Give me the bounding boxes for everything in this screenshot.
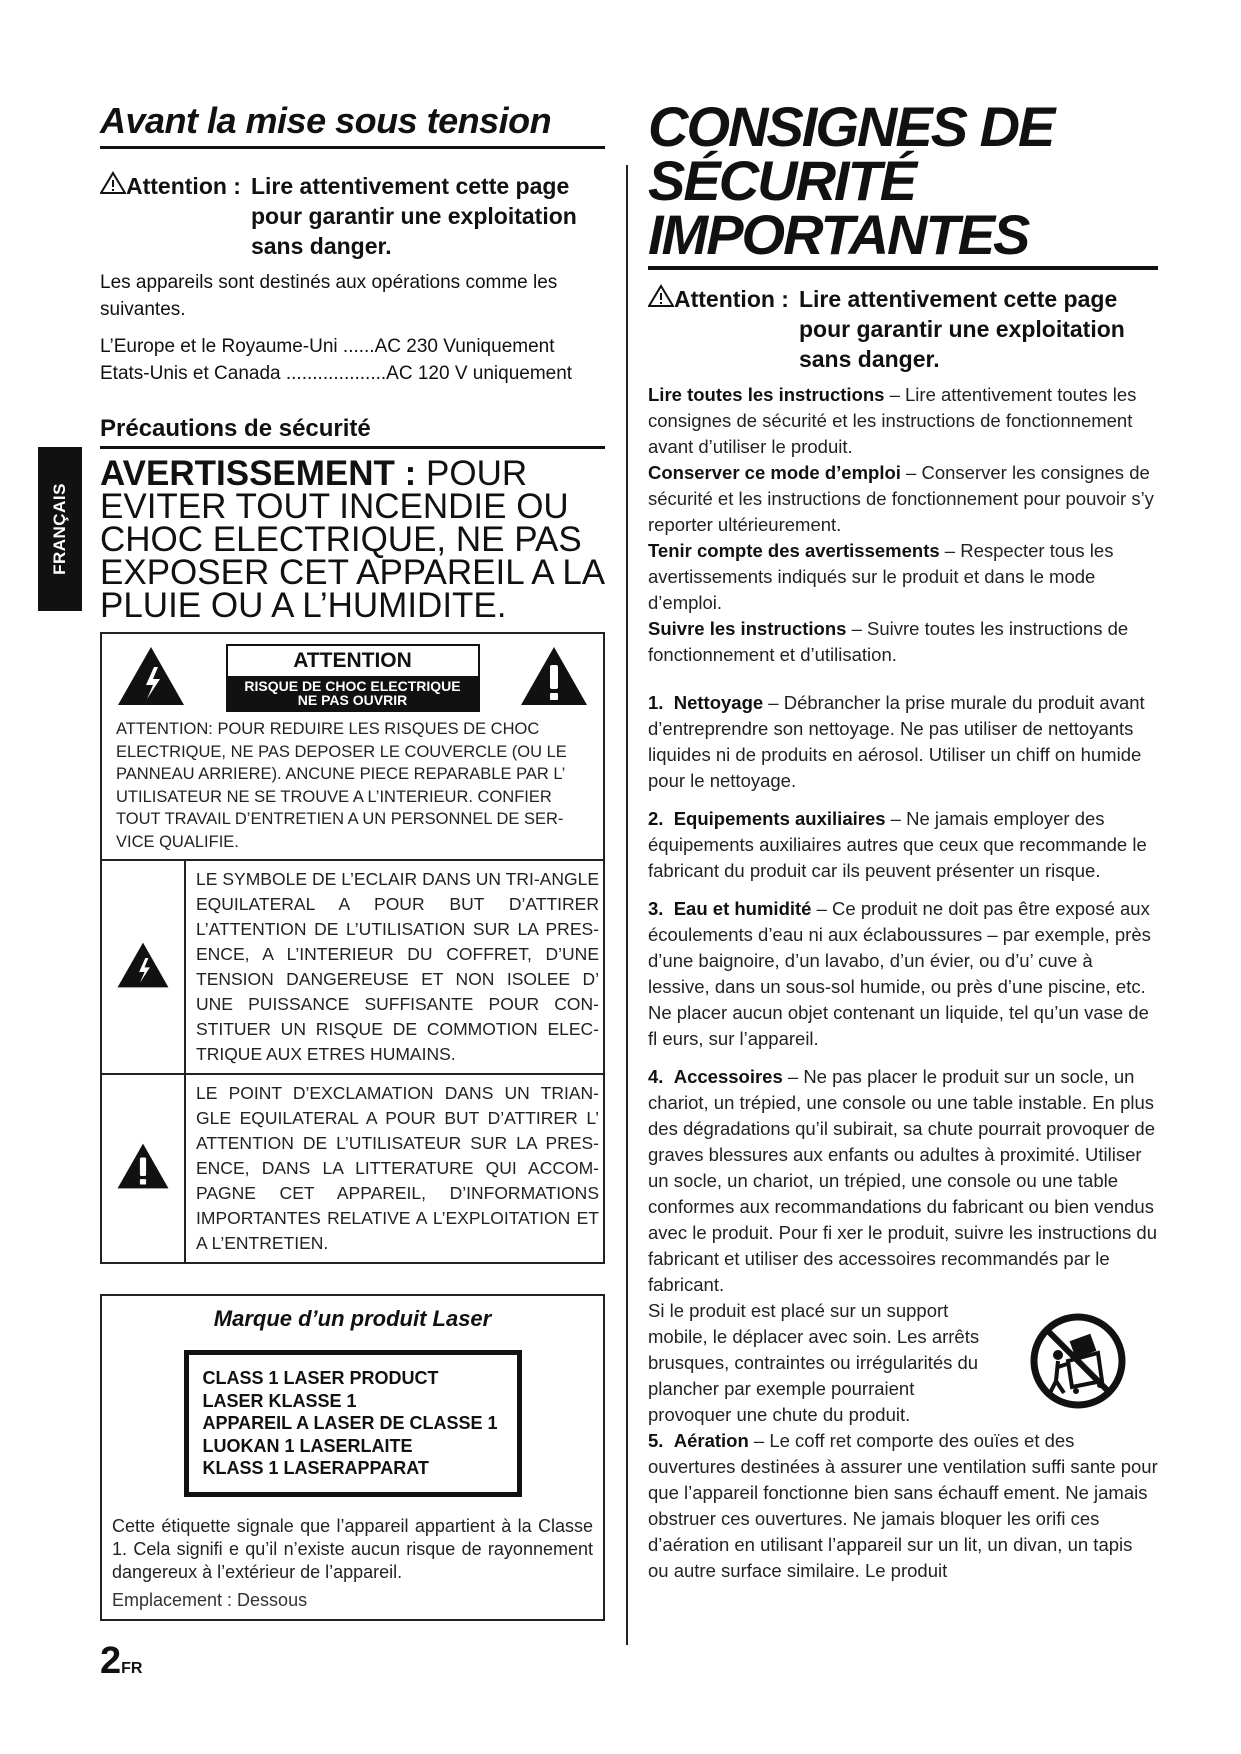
warning-triangle-icon bbox=[648, 284, 674, 374]
lightning-symbol-icon bbox=[116, 941, 170, 994]
page-number: 2FR bbox=[100, 1640, 143, 1682]
attention-label-box bbox=[226, 644, 480, 712]
left-column bbox=[100, 100, 605, 1621]
attention-label: Attention : bbox=[674, 286, 789, 312]
numbered-item: 5. Aération – Le coff ret comporte des ouïes et des ouvertures destinées à assurer une ventilation suffi sante pour que l’appareil fonctionne bien sans échauff ement. Ne jamais obstruer ces ouvertures. Ne jamais bloquer les orifi ces d’aération en utilisant l’appareil sur un lit, un divan, un tapis ou autre surface similaire. Le produit bbox=[648, 1430, 1158, 1581]
exclamation-explanation: LE POINT D’EXCLAMATION DANS UN TRIAN-GLE EQUILATERAL A POUR BUT D’ATTIRER L’ ATTENTION DE L’UTILISATEUR SUR LA PRES-ENCE, DANS LA LITTERATURE QUI ACCOM-PAGNE CET APPAREIL, D’INFORMATIONS IMPORTANTES RELATIVE A L’EXPLOITATION ET A L’ENTRETIEN. bbox=[196, 1083, 599, 1253]
lightning-triangle-icon bbox=[116, 645, 186, 712]
exclamation-symbol-row bbox=[102, 1073, 603, 1262]
precautions-title: Précautions de sécurité bbox=[100, 415, 605, 449]
warning-triangle-icon bbox=[100, 171, 126, 261]
column-divider bbox=[626, 165, 628, 1645]
exclamation-triangle-icon bbox=[519, 645, 589, 712]
cart-text: Si le produit est placé sur un support mobile, le déplacer avec soin. Les arrêts brusques, contraintes ou irrégularités du plancher par exemple pourraient provoquer une chute du produit. bbox=[648, 1300, 980, 1425]
instruction-item: Tenir compte des avertissements – Respecter tous les avertissements indiqués sur le produit et dans le mode d’emploi. bbox=[648, 540, 1114, 613]
laser-line: LASER KLASSE 1 bbox=[202, 1390, 357, 1411]
shock-risk-label: RISQUE DE CHOC ELECTRIQUE NE PAS OUVRIR bbox=[228, 676, 478, 710]
laser-line: KLASS 1 LASERAPPARAT bbox=[202, 1458, 429, 1478]
warning-rest: POUR EVITER TOUT INCENDIE OU CHOC ELECTRIQUE, NE PAS EXPOSER CET APPAREIL A LA PLUIE OU A L’HUMIDITE. bbox=[100, 454, 604, 625]
laser-label bbox=[184, 1350, 522, 1497]
warning-text bbox=[100, 454, 605, 625]
laser-title: Marque d’un produit Laser bbox=[213, 1306, 492, 1331]
attention-label: Attention : bbox=[126, 173, 241, 199]
numbered-item: 3. Eau et humidité – Ce produit ne doit pas être exposé aux écoulements d’eau ni aux éclaboussures – par exemple, près d’une baignoire, d’un lavabo, d’un évier, ou d’u’ cuve à lessive, dans un sous-sol humide, ou près d’une piscine, etc. Ne placer aucun objet contenant un liquide, tel qu’un vase de fl eurs, sur l’appareil. bbox=[648, 898, 1151, 1049]
language-tab-label: FRANÇAIS bbox=[50, 483, 69, 575]
laser-location: Emplacement : Dessous bbox=[112, 1589, 308, 1610]
attention-heading: ATTENTION bbox=[293, 649, 412, 672]
warning-bold: AVERTISSEMENT : bbox=[100, 454, 417, 493]
laser-description: Cette étiquette signale que l’appareil appartient à la Classe 1. Cela signifi e qu’il n’existe aucun risque de rayonnement dangereux à l’extérieur de l’appareil. bbox=[112, 1515, 593, 1582]
intro-text: Les appareils sont destinés aux opérations comme les suivantes. bbox=[100, 272, 558, 320]
caution-text: ATTENTION: POUR REDUIRE LES RISQUES DE CHOC ELECTRIQUE, NE PAS DEPOSER LE COUVERCLE (OU LE PANNEAU ARRIERE). ANCUNE PIECE REPARABLE PAR L’ UTILISATEUR NE SE TROUVE A L’INTERIEUR. CONFIER TOUT TRAVAIL D’ENTRETIEN A UN PERSONNEL DE SER-VICE QUALIFIE. bbox=[116, 720, 567, 851]
numbered-item: 2. Equipements auxiliaires – Ne jamais employer des équipements auxiliaires autres que ceux que recommande le fabricant du produit car ils peuvent présenter un risque. bbox=[648, 808, 1147, 881]
attention-text: Lire attentivement cette page pour garantir une exploitation sans danger. bbox=[798, 286, 1125, 372]
main-title-line2: SÉCURITÉ IMPORTANTES bbox=[648, 149, 1029, 266]
attention-note bbox=[100, 171, 605, 261]
main-title bbox=[648, 95, 1158, 270]
power-us: Etats-Unis et Canada ...................AC 120 V uniquement bbox=[100, 363, 573, 384]
language-tab bbox=[38, 447, 82, 611]
lightning-explanation: LE SYMBOLE DE L’ECLAIR DANS UN TRI-ANGLE EQUILATERAL A POUR BUT D’ATTIRER L’ATTENTION DE L’UTILISATION SUR LA PRES-ENCE, A L’INTERIEUR DU COFFRET, D’UNE TENSION DANGEREUSE ET NON ISOLEE D’ UNE PUISSANCE SUFFISANTE POUR CON-STITUER UN RISQUE DE COMMOTION ELEC-TRIQUE AUX ETRES HUMAINS. bbox=[196, 869, 599, 1064]
main-title-line1: CONSIGNES DE bbox=[648, 95, 1054, 158]
numbered-item: 4. Accessoires – Ne pas placer le produit sur un socle, un chariot, un trépied, une console ou une table instable. En plus des dégradations qu’il subirait, sa chute pourrait provoquer de graves blessures aux enfants ou adultes à proximité. Utiliser un socle, un chariot, un trépied, une console ou une table conformes aux recommandations du fabricant ou bien vendus avec le produit. Pour fi xer le produit, suivre les instructions du fabricant et utiliser des accessoires recommandés par le fabricant. bbox=[648, 1066, 1157, 1295]
section-title: Avant la mise sous tension bbox=[100, 100, 605, 149]
cart-tipover-icon bbox=[1028, 1311, 1128, 1416]
attention-text: Lire attentivement cette page pour garantir une exploitation sans danger. bbox=[250, 173, 577, 259]
laser-line: APPAREIL A LASER DE CLASSE 1 bbox=[202, 1413, 498, 1433]
laser-line: CLASS 1 LASER PRODUCT bbox=[202, 1368, 439, 1388]
cart-warning bbox=[648, 1298, 1158, 1428]
instruction-item: Suivre les instructions – Suivre toutes les instructions de fonctionnement et d’utilisation. bbox=[648, 618, 1129, 665]
attention-note-right bbox=[648, 284, 1158, 374]
laser-box bbox=[100, 1294, 605, 1621]
power-eu: L’Europe et le Royaume-Uni ......AC 230 Vuniquement bbox=[100, 336, 555, 357]
exclamation-symbol-icon bbox=[116, 1142, 170, 1195]
instruction-item: Conserver ce mode d’emploi – Conserver les consignes de sécurité et les instructions de fonctionnement pour pouvoir s’y reporter ultérieurement. bbox=[648, 462, 1154, 535]
numbered-item: 1. Nettoyage – Débrancher la prise murale du produit avant d’entreprendre son nettoyage. Ne pas utiliser de nettoyants liquides ni de produits en aérosol. Utiliser un chiff on humide pour le nettoyage. bbox=[648, 692, 1145, 791]
right-column bbox=[648, 95, 1158, 1584]
caution-box bbox=[100, 632, 605, 1264]
laser-line: LUOKAN 1 LASERLAITE bbox=[202, 1435, 413, 1456]
lightning-symbol-row bbox=[102, 859, 603, 1073]
instruction-item: Lire toutes les instructions – Lire attentivement toutes les consignes de sécurité et les instructions de fonctionnement avant d’utiliser le produit. bbox=[648, 384, 1137, 457]
